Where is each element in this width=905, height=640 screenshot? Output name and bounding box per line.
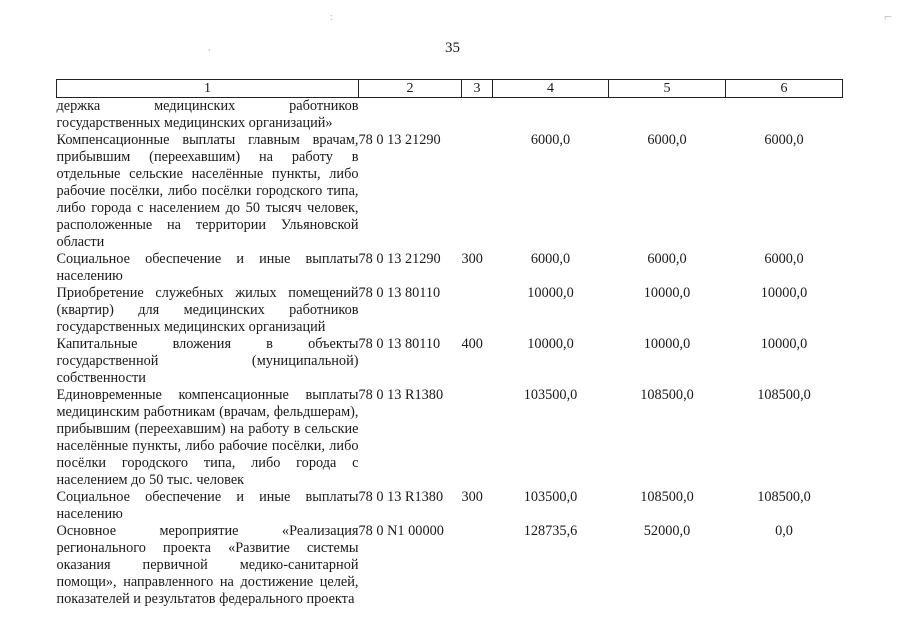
table-row [57, 336, 843, 387]
column-header-2: 2 [359, 80, 462, 98]
row-code: 78 0 13 80110 [358, 285, 441, 301]
row-expense-kind: 300 [461, 489, 483, 505]
row-value-4: 10000,0 [527, 285, 574, 301]
row-value-5: 108500,0 [640, 489, 694, 505]
column-header-3: 3 [462, 80, 493, 98]
column-header-4: 4 [493, 80, 609, 98]
row-value-5: 10000,0 [643, 336, 691, 352]
row-value-5: 10000,0 [643, 285, 691, 301]
scan-mark: , [208, 42, 211, 53]
row-expense-kind [462, 523, 493, 608]
row-name: Основное мероприятие «Реализация регионального проекта «Развитие системы оказания первичной медико-санитарной помощи», направленного на достижение целей, показателей и результатов федерального проекта [56, 523, 359, 607]
row-name: Социальное обеспечение и иные выплаты населению [56, 251, 359, 284]
table-row [57, 523, 843, 608]
row-value-4: 128735,6 [523, 523, 578, 539]
row-value-4: 103500,0 [523, 387, 578, 403]
row-value-6 [726, 98, 843, 133]
row-code: 78 0 13 80110 [358, 336, 441, 352]
row-expense-kind [462, 98, 493, 133]
scan-mark: : [330, 12, 333, 23]
row-value-4: 103500,0 [523, 489, 578, 505]
row-expense-kind [462, 132, 493, 251]
row-value-5 [609, 98, 726, 133]
row-value-6: 10000,0 [760, 336, 808, 352]
table-row [57, 132, 843, 251]
table-header-row [57, 80, 843, 98]
row-code: 78 0 13 21290 [358, 132, 441, 148]
row-value-4: 10000,0 [527, 336, 574, 352]
row-value-5: 52000,0 [643, 523, 691, 539]
row-value-5: 6000,0 [647, 132, 687, 148]
row-code: 78 0 N1 00000 [358, 523, 444, 539]
row-code: 78 0 13 R1380 [358, 387, 444, 403]
column-header-5: 5 [609, 80, 726, 98]
row-value-6: 0,0 [775, 523, 793, 539]
row-name: Компенсационные выплаты главным врачам, прибывшим (переехавшим) на работу в отдельные сельские населённые пункты, либо рабочие посёлки, либо посёлки городского типа, либо города с населением до 50 тысяч человек, расположенные на территории Ульяновской области [56, 132, 359, 250]
row-value-6: 6000,0 [764, 251, 804, 267]
table-row [57, 251, 843, 285]
budget-table [56, 79, 843, 608]
row-expense-kind [462, 285, 493, 336]
row-value-6: 6000,0 [764, 132, 804, 148]
row-value-4: 6000,0 [530, 132, 571, 148]
row-expense-kind [462, 387, 493, 489]
row-name: Капитальные вложения в объекты государственной (муниципальной) собственности [56, 336, 359, 386]
table-row [57, 285, 843, 336]
table-row [57, 387, 843, 489]
row-value-6: 10000,0 [760, 285, 808, 301]
row-value-6: 108500,0 [757, 489, 811, 505]
row-value-6: 108500,0 [757, 387, 811, 403]
row-expense-kind: 300 [461, 251, 483, 267]
row-value-4 [493, 98, 609, 133]
column-header-6: 6 [726, 80, 843, 98]
row-value-5: 6000,0 [647, 251, 687, 267]
row-value-4: 6000,0 [530, 251, 571, 267]
table-row [57, 489, 843, 523]
column-header-1: 1 [57, 80, 359, 98]
row-name: Социальное обеспечение и иные выплаты населению [56, 489, 359, 522]
scan-mark: ⌐ [884, 10, 892, 25]
row-code: 78 0 13 21290 [358, 251, 441, 267]
page-number: 35 [445, 40, 460, 56]
row-code: 78 0 13 R1380 [358, 489, 444, 505]
row-name: Единовременные компенсационные выплаты медицинским работникам (врачам, фельдшерам), прибывшим (переехавшим) на работу в сельские населённые пункты, либо рабочие посёлки, либо посёлки городского типа, либо города с населением до 50 тыс. человек [56, 387, 359, 488]
row-code [359, 98, 462, 133]
row-name: держка медицинских работников государственных медицинских организаций» [56, 98, 359, 131]
row-expense-kind: 400 [461, 336, 483, 352]
table-row [57, 98, 843, 133]
row-name: Приобретение служебных жилых помещений (квартир) для медицинских работников государственных медицинских организаций [56, 285, 359, 335]
row-value-5: 108500,0 [640, 387, 694, 403]
